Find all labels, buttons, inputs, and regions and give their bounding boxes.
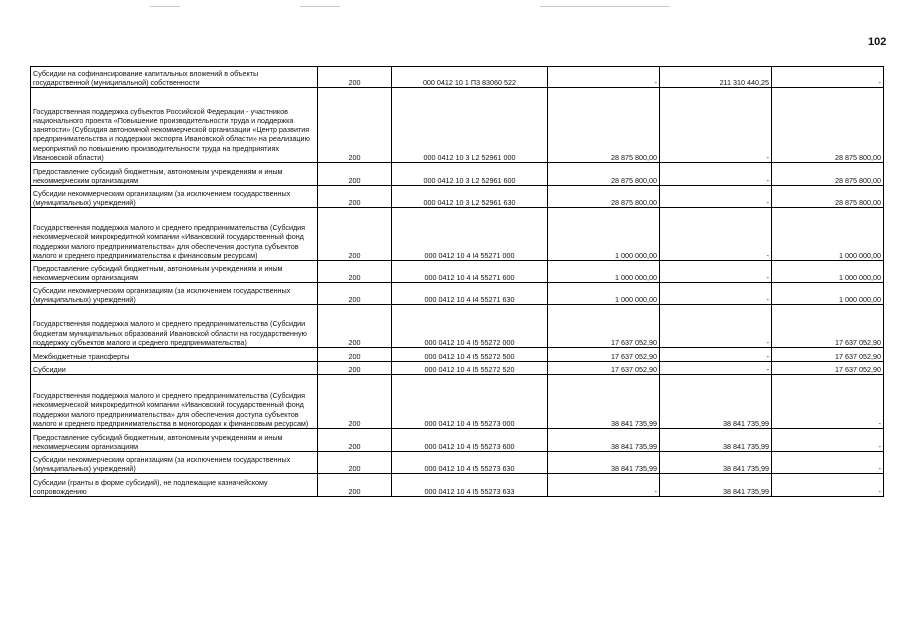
row-amount-approved: 17 637 052,90 [548, 305, 660, 348]
row-amount-approved: 28 875 800,00 [548, 186, 660, 208]
row-amount-executed: 38 841 735,99 [660, 474, 772, 497]
row-kbk: 000 0412 10 4 I5 55272 520 [392, 362, 548, 375]
row-amount-unexecuted: 1 000 000,00 [772, 208, 884, 261]
row-amount-unexecuted: 1 000 000,00 [772, 283, 884, 305]
row-name: Государственная поддержка малого и среднего предпринимательства (Субсидии бюджетам муниципальных образований Ивановской области на государственную поддержку субъектов малого и среднего предпринимательства) [31, 305, 318, 348]
row-amount-unexecuted: 1 000 000,00 [772, 261, 884, 283]
row-name: Субсидии некоммерческим организациям (за исключением государственных (муниципальных) учреждений) [31, 452, 318, 474]
row-kbk: 000 0412 10 4 I4 55271 000 [392, 208, 548, 261]
budget-table [30, 66, 884, 497]
table-row [31, 67, 884, 88]
table-row [31, 305, 884, 348]
row-amount-executed: - [660, 186, 772, 208]
row-code: 200 [318, 474, 392, 497]
row-amount-approved: 1 000 000,00 [548, 283, 660, 305]
row-code: 200 [318, 452, 392, 474]
row-code: 200 [318, 348, 392, 362]
row-amount-unexecuted: 28 875 800,00 [772, 88, 884, 163]
row-amount-executed: 38 841 735,99 [660, 375, 772, 429]
row-amount-executed: - [660, 208, 772, 261]
row-name: Субсидии на софинансирование капитальных вложений в объекты государственной (муниципальной) собственности [31, 67, 318, 88]
row-amount-executed: 38 841 735,99 [660, 429, 772, 452]
row-kbk: 000 0412 10 3 L2 52961 600 [392, 163, 548, 186]
row-code: 200 [318, 283, 392, 305]
row-amount-unexecuted: - [772, 375, 884, 429]
row-amount-unexecuted: 17 637 052,90 [772, 362, 884, 375]
row-kbk: 000 0412 10 4 I5 55272 500 [392, 348, 548, 362]
table-row [31, 261, 884, 283]
row-amount-approved: 17 637 052,90 [548, 362, 660, 375]
row-code: 200 [318, 163, 392, 186]
row-amount-executed: - [660, 88, 772, 163]
row-kbk: 000 0412 10 4 I5 55273 000 [392, 375, 548, 429]
scan-artifact [150, 6, 180, 7]
row-name: Субсидии (гранты в форме субсидий), не подлежащие казначейскому сопровождению [31, 474, 318, 497]
table-row [31, 452, 884, 474]
table-row [31, 88, 884, 163]
row-amount-approved: 38 841 735,99 [548, 429, 660, 452]
page-number: 102 [868, 36, 887, 48]
row-amount-executed: 211 310 440,25 [660, 67, 772, 88]
table-row [31, 348, 884, 362]
row-code: 200 [318, 375, 392, 429]
table-row [31, 474, 884, 497]
row-amount-executed: - [660, 163, 772, 186]
row-kbk: 000 0412 10 1 П3 83060 522 [392, 67, 548, 88]
row-kbk: 000 0412 10 4 I5 55273 630 [392, 452, 548, 474]
row-amount-executed: - [660, 305, 772, 348]
row-amount-unexecuted: - [772, 429, 884, 452]
row-code: 200 [318, 186, 392, 208]
row-amount-approved: 28 875 800,00 [548, 88, 660, 163]
table-row [31, 208, 884, 261]
row-amount-unexecuted: - [772, 67, 884, 88]
row-name: Субсидии [31, 362, 318, 375]
row-amount-unexecuted: 28 875 800,00 [772, 186, 884, 208]
row-code: 200 [318, 261, 392, 283]
row-name: Государственная поддержка малого и среднего предпринимательства (Субсидия некоммерческой микрокредитной компании «Ивановский государственный фонд поддержки малого предпринимательства» для обеспечения доступа субъектов малого и среднего предпринимательства к финансовым ресурсам) [31, 208, 318, 261]
row-kbk: 000 0412 10 4 I5 55272 000 [392, 305, 548, 348]
row-code: 200 [318, 67, 392, 88]
row-kbk: 000 0412 10 4 I5 55273 600 [392, 429, 548, 452]
row-amount-executed: - [660, 362, 772, 375]
row-kbk: 000 0412 10 4 I4 55271 600 [392, 261, 548, 283]
row-name: Государственная поддержка малого и среднего предпринимательства (Субсидия некоммерческой микрокредитной компании «Ивановский государственный фонд поддержки малого предпринимательства» для обеспечения доступа субъектов малого и среднего предпринимательства в моногородах к финансовым ресурсам) [31, 375, 318, 429]
row-amount-approved: 1 000 000,00 [548, 208, 660, 261]
row-amount-approved: 28 875 800,00 [548, 163, 660, 186]
table-row [31, 163, 884, 186]
row-code: 200 [318, 362, 392, 375]
row-name: Межбюджетные трансферты [31, 348, 318, 362]
row-amount-approved: 38 841 735,99 [548, 375, 660, 429]
row-amount-unexecuted: 17 637 052,90 [772, 305, 884, 348]
scan-artifact [300, 6, 340, 7]
row-name: Предоставление субсидий бюджетным, автономным учреждениям и иным некоммерческим организациям [31, 429, 318, 452]
row-code: 200 [318, 208, 392, 261]
row-kbk: 000 0412 10 4 I4 55271 630 [392, 283, 548, 305]
row-name: Субсидии некоммерческим организациям (за исключением государственных (муниципальных) учреждений) [31, 283, 318, 305]
row-amount-approved: - [548, 67, 660, 88]
row-amount-unexecuted: 17 637 052,90 [772, 348, 884, 362]
row-name: Предоставление субсидий бюджетным, автономным учреждениям и иным некоммерческим организациям [31, 163, 318, 186]
row-code: 200 [318, 305, 392, 348]
row-amount-unexecuted: - [772, 474, 884, 497]
row-amount-approved: 38 841 735,99 [548, 452, 660, 474]
table-row [31, 375, 884, 429]
row-amount-executed: - [660, 348, 772, 362]
row-amount-executed: 38 841 735,99 [660, 452, 772, 474]
table-row [31, 429, 884, 452]
row-name: Субсидии некоммерческим организациям (за исключением государственных (муниципальных) учреждений) [31, 186, 318, 208]
table-row [31, 362, 884, 375]
table-row [31, 283, 884, 305]
row-amount-executed: - [660, 261, 772, 283]
row-amount-approved: 1 000 000,00 [548, 261, 660, 283]
row-amount-approved: - [548, 474, 660, 497]
row-code: 200 [318, 88, 392, 163]
row-code: 200 [318, 429, 392, 452]
row-kbk: 000 0412 10 4 I5 55273 633 [392, 474, 548, 497]
row-name: Предоставление субсидий бюджетным, автономным учреждениям и иным некоммерческим организациям [31, 261, 318, 283]
row-kbk: 000 0412 10 3 L2 52961 630 [392, 186, 548, 208]
row-amount-unexecuted: - [772, 452, 884, 474]
row-amount-approved: 17 637 052,90 [548, 348, 660, 362]
scan-artifact [540, 6, 670, 7]
row-kbk: 000 0412 10 3 L2 52961 000 [392, 88, 548, 163]
row-amount-unexecuted: 28 875 800,00 [772, 163, 884, 186]
table-row [31, 186, 884, 208]
row-amount-executed: - [660, 283, 772, 305]
row-name: Государственная поддержка субъектов Российской Федерации - участников национального проекта «Повышение производительности труда и поддержка занятости» (Субсидия автономной некоммерческой организации «Центр развития предпринимательства и поддержки экспорта Ивановской области» на реализацию мероприятий по повышению производительности труда на предприятиях Ивановской области) [31, 88, 318, 163]
